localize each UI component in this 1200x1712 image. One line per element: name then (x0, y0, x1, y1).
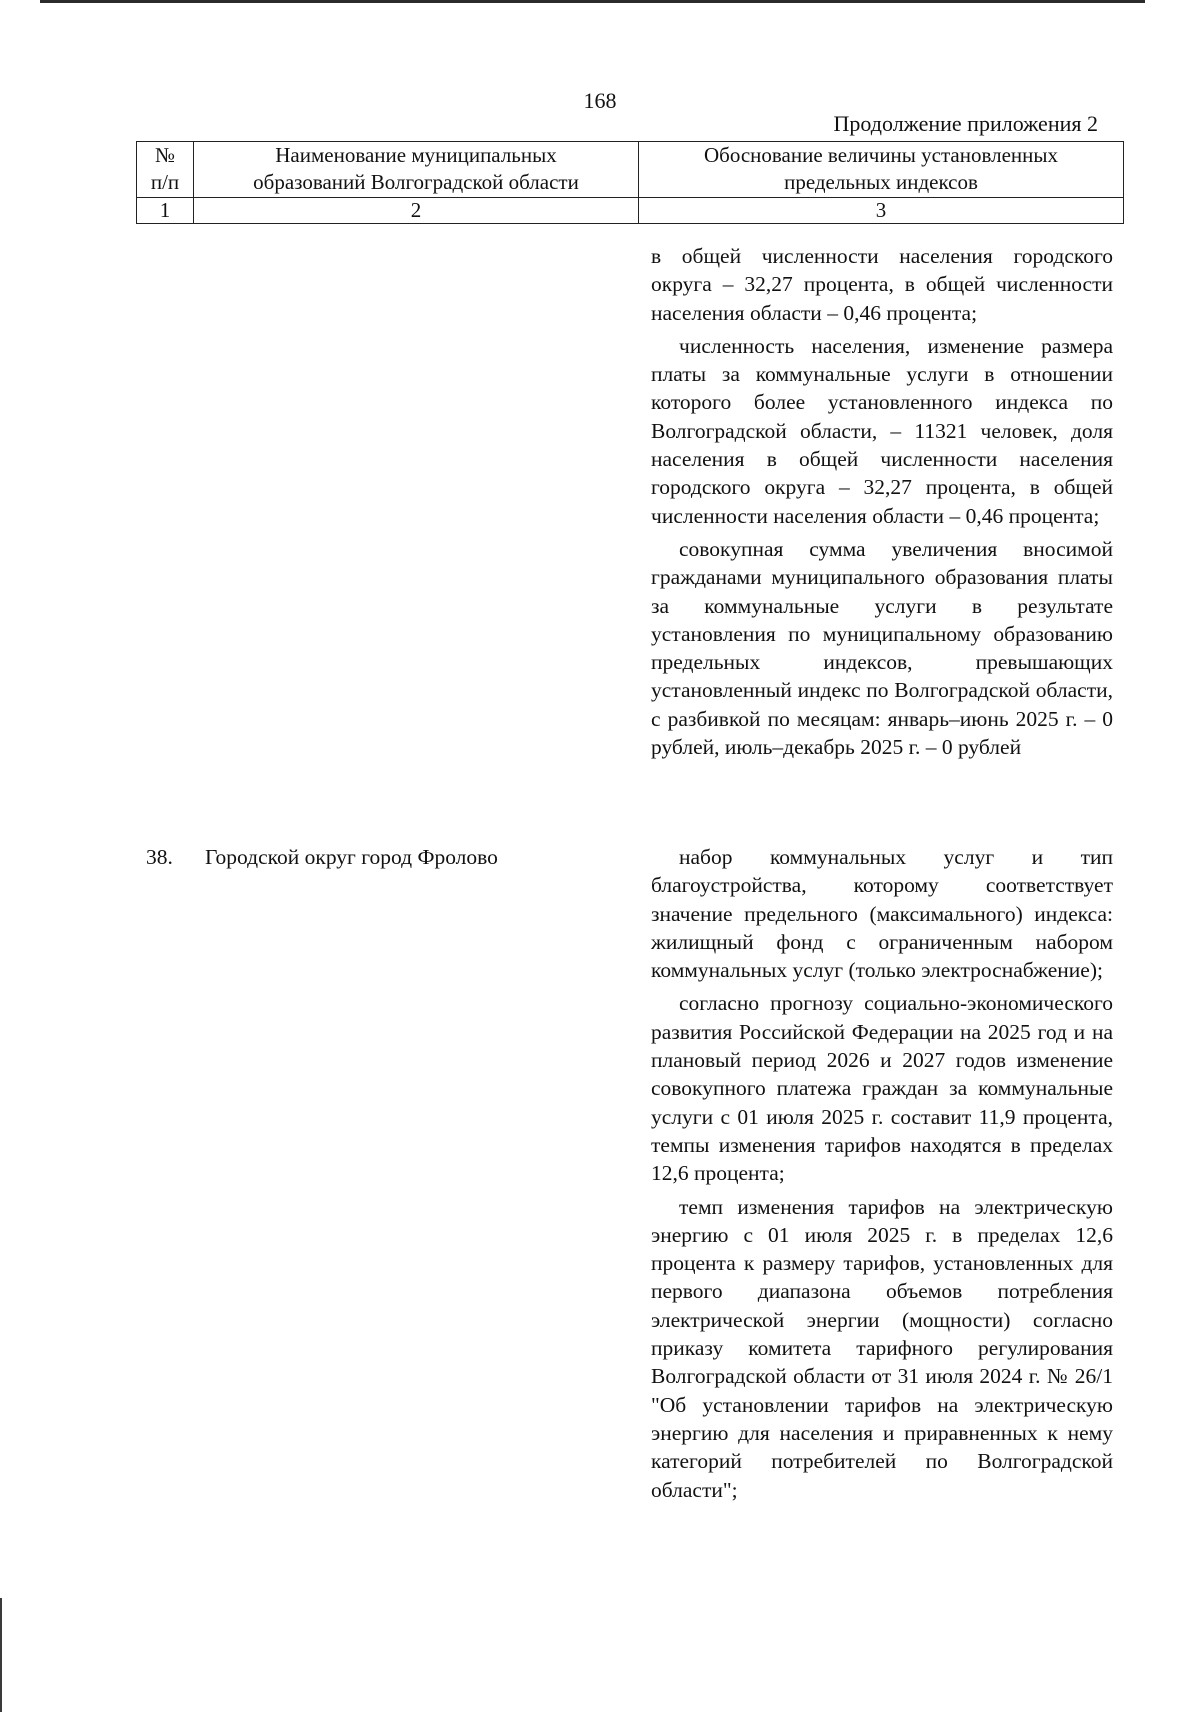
scan-edge-top (40, 0, 1145, 3)
header-cell-name (194, 142, 639, 198)
justification-paragraph: согласно прогнозу социально-экономического развития Российской Федерации на 2025 год и на плановый период 2026 и 2027 годов изменение совокупного платежа граждан за коммунальные услуги с 01 июля 2025 г. составит 11,9 процента, темпы изменения тарифов находятся в пределах 12,6 процента; (651, 991, 1113, 1186)
justification-paragraph: набор коммунальных услуг и тип благоустройства, которому соответствует значение предельного (максимального) индекса: жилищный фонд с ограниченным набором коммунальных услуг (только электроснабжение); (651, 845, 1113, 983)
justification-paragraph: в общей численности населения городского округа – 32,27 процента, в общей численности населения области – 0,46 процента; (651, 244, 1113, 325)
justification-paragraph: совокупная сумма увеличения вносимой гражданами муниципального образования платы за коммунальные услуги в результате установления по муниципальному образованию предельных индексов, превышающих установленный индекс по Волгоградской области, с разбивкой по месяцам: январь–июнь 2025 г. – 0 рублей, июль–декабрь 2025 г. – 0 рублей (651, 536, 1113, 760)
header-name-line-2: образований Волгоградской области (253, 170, 579, 194)
justification-paragraph: численность населения, изменение размера платы за коммунальные услуги в отношении которого более установленного индекса по Волгоградской области, – 11321 человек, доля населения в общей численности населения городского округа – 32,27 процента, в общей численности населения области – 0,46 процента; (651, 333, 1113, 528)
column-number-row (137, 198, 1124, 224)
header-cell-number (137, 142, 194, 198)
continuation-label: Продолжение приложения 2 (833, 111, 1098, 136)
page-number: 168 (583, 88, 617, 113)
header-name-line-1: Наименование муниципальных (275, 143, 557, 167)
header-cell-justification (639, 142, 1124, 198)
justification-paragraph: темп изменения тарифов на электрическую энергию с 01 июля 2025 г. в пределах 12,6 процента к размеру тарифов, установленных для первого диапазона объемов потребления электрической энергии (мощности) согласно приказу комитета тарифного регулирования Волгоградской области от 31 июля 2024 г. № 26/1 "Об установлении тарифов на электрическую энергию для населения и приравненных к нему категорий потребителей по Волгоградской области"; (651, 1194, 1113, 1502)
previous-row-justification (651, 242, 1113, 766)
municipality-name: Городской округ город Фролово (205, 845, 498, 869)
column-number-3: 3 (639, 198, 1124, 224)
table-header-row (137, 142, 1124, 198)
column-number-2: 2 (194, 198, 639, 224)
header-justification-line-2: предельных индексов (784, 170, 978, 194)
table-header (136, 141, 1124, 224)
row-38-justification (651, 843, 1113, 1509)
row-number: 38. (146, 845, 173, 869)
header-justification-line-1: Обоснование величины установленных (703, 143, 1058, 167)
header-number-line-1: № (154, 143, 176, 167)
scan-edge-left (0, 1598, 2, 1712)
header-number-line-2: п/п (150, 170, 180, 194)
column-number-1: 1 (137, 198, 194, 224)
